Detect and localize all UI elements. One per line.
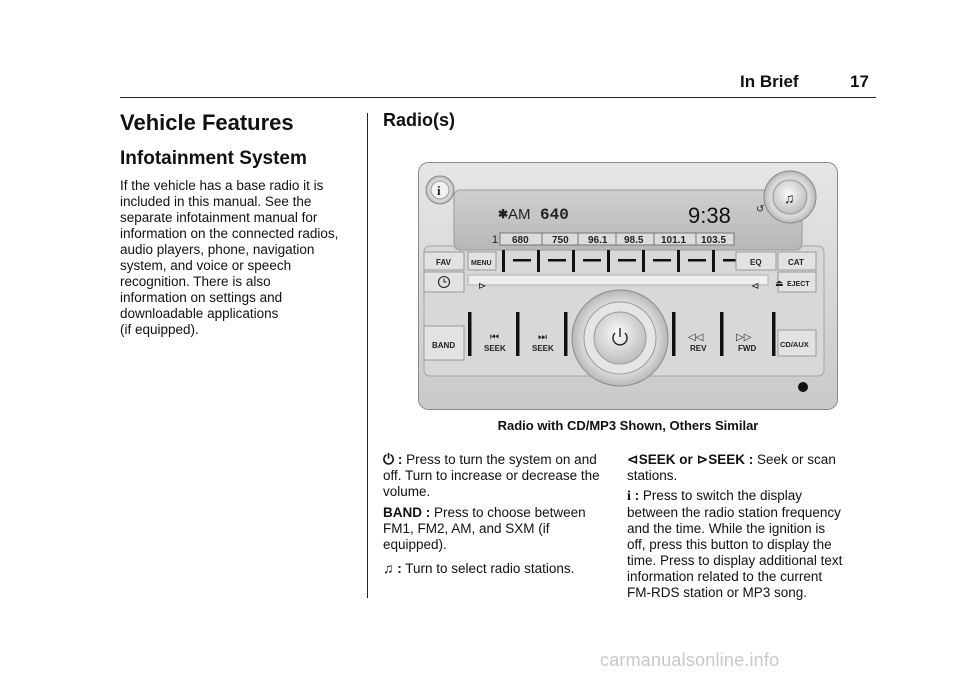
term-label: : — [634, 488, 640, 503]
description-line: stations. — [627, 468, 678, 483]
seek-forward-icon: ⊳ — [696, 451, 709, 467]
antenna-icon: ↺ — [756, 204, 765, 215]
description-line: Press to choose between — [434, 505, 586, 520]
description-line: FM-RDS station or MP3 song. — [627, 585, 808, 600]
term-label: SEEK or — [638, 452, 693, 467]
rev-button[interactable]: REV — [690, 344, 707, 353]
watermark: carmanualsonline.info — [600, 650, 780, 670]
music-note-icon: ♫ — [383, 560, 394, 576]
info-icon[interactable]: i — [437, 183, 441, 198]
seek-back-icon: ⏮ — [490, 332, 499, 343]
description-first-line — [627, 488, 877, 505]
seek-back-button[interactable]: SEEK — [484, 344, 506, 353]
description-line: Seek or scan — [757, 452, 836, 467]
description-line: time. Press to display additional text — [627, 553, 843, 568]
preset-label: 680 — [512, 235, 529, 246]
description-line: FM1, FM2, AM, and SXM (if — [383, 521, 550, 536]
subsection-title: Infotainment System — [120, 148, 307, 169]
description-line: information related to the current — [627, 569, 823, 584]
description-line: equipped). — [383, 537, 447, 552]
page-number: 17 — [850, 72, 869, 91]
band-indicator: AM — [508, 206, 531, 223]
radio-faceplate-illustration — [418, 162, 838, 410]
paragraph-line: information on settings and — [120, 290, 283, 305]
description-line: Turn to select radio stations. — [405, 561, 575, 576]
band-button[interactable]: BAND — [432, 341, 456, 350]
paragraph-line: included in this manual. See the — [120, 194, 312, 209]
term-label: : — [397, 452, 403, 467]
paragraph-line: information on the connected radios, — [120, 226, 339, 241]
band-description — [383, 505, 615, 553]
paragraph-line: downloadable applications — [120, 306, 279, 321]
seek-back-mark-icon: ⊳ — [478, 281, 487, 292]
term-label: : — [397, 561, 402, 576]
settings-dot-icon: ✱ — [498, 207, 509, 221]
description-line: off. Turn to increase or decrease the — [383, 468, 600, 483]
eject-icon: ⏏ — [775, 278, 784, 288]
preset-label: 750 — [552, 235, 569, 246]
cd-slot — [468, 275, 768, 285]
eject-button[interactable]: EJECT — [787, 281, 810, 288]
description-first-line — [383, 505, 615, 521]
seek-description — [627, 451, 877, 484]
aux-jack — [798, 382, 808, 392]
fast-forward-icon: ▷▷ — [736, 332, 752, 343]
description-first-line — [383, 560, 615, 577]
term-label: BAND : — [383, 505, 431, 520]
info-description — [627, 488, 877, 601]
menu-button[interactable]: MENU — [471, 260, 492, 267]
description-line: between the radio station frequency — [627, 505, 841, 520]
rewind-icon: ◁◁ — [688, 332, 704, 343]
description-line: Press to turn the system on and — [406, 452, 597, 467]
fwd-button[interactable]: FWD — [738, 344, 757, 353]
description-line: and the time. While the ignition is — [627, 521, 826, 536]
seek-fwd-mark-icon: ⊲ — [751, 281, 760, 292]
tune-description — [383, 560, 615, 577]
header-rule — [120, 97, 876, 98]
eq-button[interactable]: EQ — [750, 258, 762, 267]
paragraph-line: separate infotainment manual for — [120, 210, 318, 225]
clock-readout: 9:38 — [688, 203, 731, 228]
music-note-icon[interactable]: ♫ — [784, 190, 795, 206]
info-icon: i — [627, 489, 631, 504]
paragraph-line: recognition. There is also — [120, 274, 271, 289]
paragraph-line: audio players, phone, navigation — [120, 242, 315, 257]
seek-forward-icon: ⏭ — [538, 332, 547, 343]
seek-forward-button[interactable]: SEEK — [532, 344, 554, 353]
power-icon: ⏻ — [383, 451, 395, 467]
frequency-readout: 640 — [540, 206, 569, 224]
cdaux-button[interactable]: CD/AUX — [780, 340, 809, 349]
preset-label: 103.5 — [701, 235, 727, 246]
term-label: SEEK : — [708, 452, 754, 467]
description-line: volume. — [383, 484, 431, 499]
running-header-title: In Brief — [740, 72, 799, 91]
seek-back-icon: ⊲ — [627, 451, 639, 467]
preset-label: 98.5 — [624, 235, 644, 246]
preset-number: 1 — [492, 234, 499, 246]
column-divider — [367, 113, 368, 598]
preset-label: 96.1 — [588, 235, 608, 246]
fav-button[interactable]: FAV — [436, 258, 451, 267]
cat-button[interactable]: CAT — [788, 258, 804, 267]
preset-label: 101.1 — [661, 235, 687, 246]
description-first-line — [383, 451, 615, 468]
preset-strip — [500, 233, 734, 246]
description-line: Press to switch the display — [642, 488, 802, 503]
paragraph-line: If the vehicle has a base radio it is — [120, 178, 324, 193]
intro-paragraph — [120, 178, 365, 338]
paragraph-line: (if equipped). — [120, 322, 199, 337]
section-title: Vehicle Features — [120, 110, 294, 135]
description-line: off, press this button to display the — [627, 537, 832, 552]
radio-section-title: Radio(s) — [383, 110, 455, 130]
description-first-line — [627, 451, 877, 468]
paragraph-line: system, and voice or speech — [120, 258, 292, 273]
power-description — [383, 451, 615, 500]
figure-caption: Radio with CD/MP3 Shown, Others Similar — [497, 418, 759, 433]
